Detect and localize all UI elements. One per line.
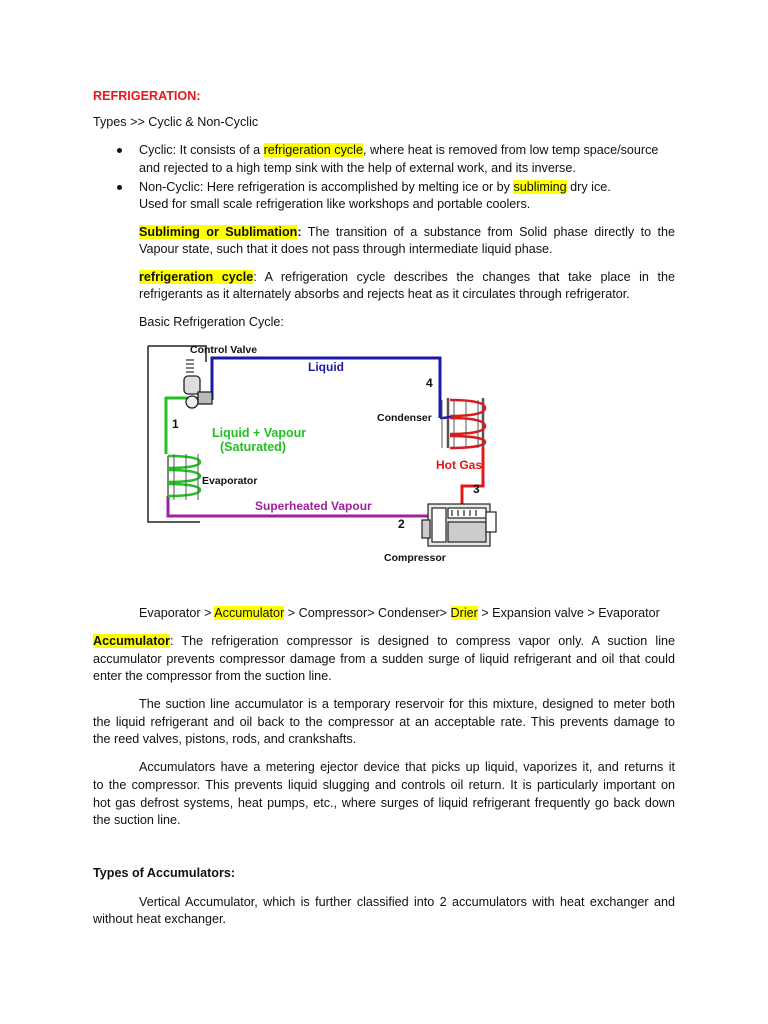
- label-saturated: (Saturated): [220, 440, 286, 454]
- bullet-noncyclic-line2: Used for small scale refrigeration like workshops and portable coolers.: [139, 197, 531, 211]
- definition-refcycle-line1: refrigeration cycle: A refrigeration cycle describes the changes that take place in the: [139, 270, 675, 284]
- diagram-caption: Basic Refrigeration Cycle:: [139, 315, 284, 329]
- bullet-cyclic-line2: and rejected to a high temp sink with the help of external work, and its inverse.: [139, 161, 576, 175]
- ejector-para-line2: to the compressor. This prevents liquid slugging and controls oil return. It is particularly important on: [93, 778, 675, 792]
- evaporator-coils: [168, 454, 200, 502]
- compressor: [422, 504, 496, 546]
- ejector-para-line4: the suction line.: [93, 813, 181, 827]
- label-liquid-vapour: Liquid + Vapour: [212, 426, 307, 440]
- bullet-noncyclic-line1: Non-Cyclic: Here refrigeration is accomplished by melting ice or by subliming dry ice.: [139, 180, 611, 194]
- label-hot-gas: Hot Gas: [436, 458, 483, 472]
- bullet-dot: [117, 185, 122, 190]
- label-evaporator: Evaporator: [202, 475, 258, 487]
- bullet-cyclic-line1: Cyclic: It consists of a refrigeration cycle, where heat is removed from low temp space/source: [139, 143, 659, 157]
- label-compressor: Compressor: [384, 552, 446, 564]
- condenser-coils: [440, 398, 485, 448]
- definition-subliming-line1: Subliming or Sublimation: The transition of a substance from Solid phase directly to the: [139, 225, 675, 239]
- suction-para-line2: the liquid refrigerant and oil back to the compressor at an acceptable rate. This prevents damage to: [93, 715, 675, 729]
- label-point-2: 2: [398, 517, 405, 531]
- cycle-flow-line: Evaporator > Accumulator > Compressor> Condenser> Drier > Expansion valve > Evaporator: [139, 606, 660, 620]
- label-control-valve: Control Valve: [190, 344, 258, 356]
- section-heading: REFRIGERATION:: [93, 89, 201, 103]
- accumulator-line2: accumulator prevents compressor damage from a sudden surge of liquid refrigerant and oil that could: [93, 652, 675, 666]
- accumulator-line1: Accumulator: The refrigeration compressor is designed to compress vapor only. A suction line: [93, 634, 675, 648]
- label-point-1: 1: [172, 417, 179, 431]
- definition-subliming-line2: Vapour state, such that it does not pass through intermediate liquid phase.: [139, 242, 553, 256]
- hot-gas-line: [462, 448, 483, 506]
- vertical-accumulator-line1: Vertical Accumulator, which is further classified into 2 accumulators with heat exchanger and: [139, 895, 675, 909]
- types-line: Types >> Cyclic & Non-Cyclic: [93, 115, 259, 129]
- control-valve: [184, 360, 212, 408]
- label-condenser: Condenser: [377, 412, 432, 424]
- accumulator-line3: enter the compressor from the suction line.: [93, 669, 332, 683]
- label-point-3: 3: [473, 482, 480, 496]
- refrigeration-cycle-diagram: [140, 336, 500, 568]
- types-accumulators-heading: Types of Accumulators:: [93, 866, 236, 880]
- ejector-para-line3: hot gas defrost systems, heat pumps, etc., where surges of liquid refrigerant frequently go back down: [93, 796, 675, 810]
- vertical-accumulator-line2: without heat exchanger.: [93, 912, 227, 926]
- label-point-4: 4: [426, 376, 433, 390]
- label-superheated-vapour: Superheated Vapour: [255, 499, 372, 513]
- bullet-dot: [117, 148, 122, 153]
- ejector-para-line1: Accumulators have a metering ejector device that picks up liquid, vaporizes it, and returns it: [139, 760, 675, 774]
- suction-para-line1: The suction line accumulator is a temporary reservoir for this mixture, designed to meter both: [139, 697, 675, 711]
- definition-refcycle-line2: refrigerants as it alternately absorbs and rejects heat as it circulates through refrigerator.: [139, 287, 630, 301]
- suction-para-line3: the reed valves, pistons, rods, and crankshafts.: [93, 732, 357, 746]
- label-liquid: Liquid: [308, 360, 344, 374]
